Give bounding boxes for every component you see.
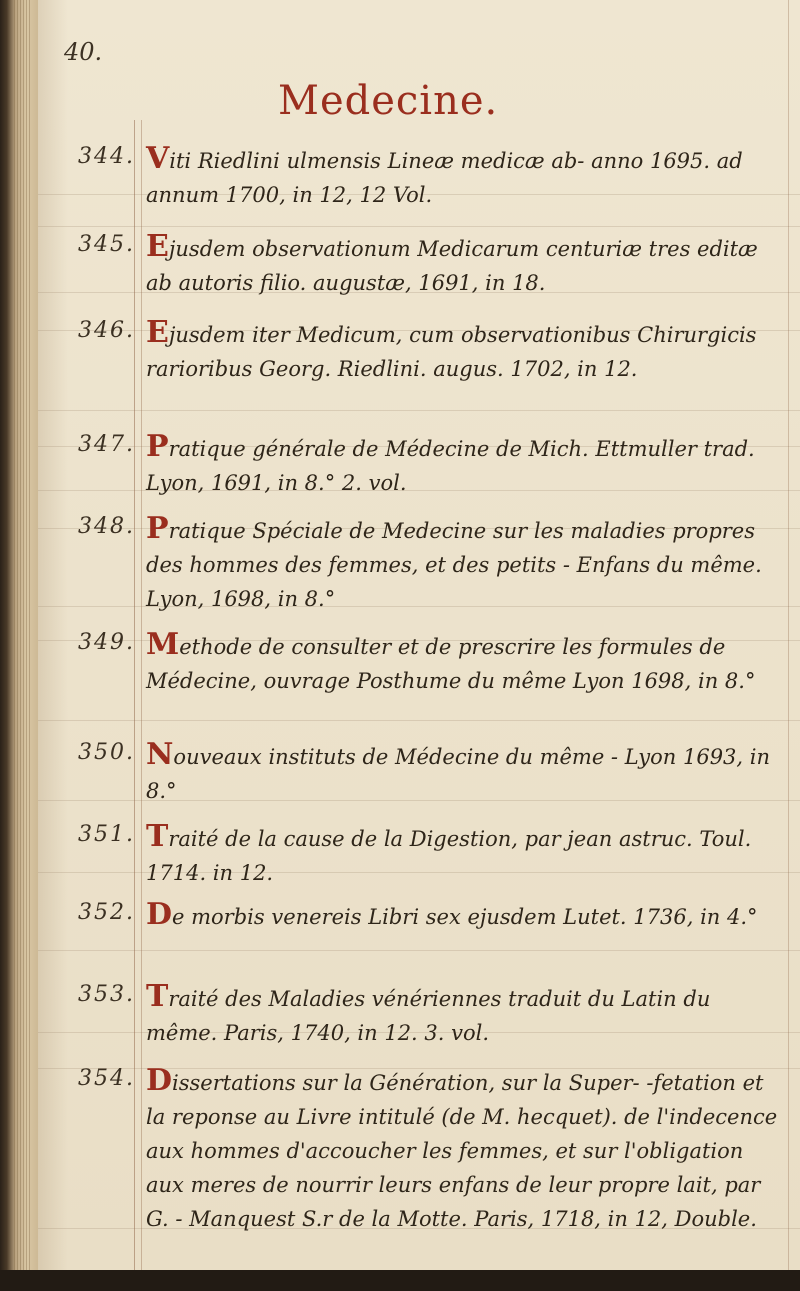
entry-text <box>146 1064 786 1236</box>
rubric-initial: V <box>146 141 170 176</box>
margin-line-inner <box>141 120 142 1270</box>
page-title: Medecine. <box>278 78 499 124</box>
entry-text <box>146 142 786 212</box>
entry-text <box>146 230 786 300</box>
rubric-initial: T <box>146 819 169 854</box>
entry-number: 352. <box>78 900 135 925</box>
entry-text <box>146 512 786 616</box>
entry-text <box>146 898 786 934</box>
entry-number: 344. <box>78 144 135 169</box>
rubric-initial: E <box>146 315 169 350</box>
entry-number: 351. <box>78 822 135 847</box>
rubric-initial: N <box>146 737 174 772</box>
right-margin-line <box>788 0 789 1270</box>
ruled-line <box>38 950 800 951</box>
ruled-line <box>38 226 800 227</box>
rubric-initial: P <box>146 511 169 546</box>
rubric-initial: T <box>146 979 169 1014</box>
entry-number: 346. <box>78 318 135 343</box>
entry-body: jusdem observationum Medicarum centuriæ tres editæ ab autoris filio. augustæ, 1691, in 18. <box>146 237 758 295</box>
entry-number: 345. <box>78 232 135 257</box>
entry-body: raité des Maladies vénériennes traduit du Latin du même. Paris, 1740, in 12. 3. vol. <box>146 987 711 1045</box>
entry-number: 348. <box>78 514 135 539</box>
entry-body: ethode de consulter et de prescrire les formules de Médecine, ouvrage Posthume du même Lyon 1698, in 8.° <box>146 635 756 693</box>
entry-body: jusdem iter Medicum, cum observationibus Chirurgicis rarioribus Georg. Riedlini. augus. 1702, in 12. <box>146 323 757 381</box>
ruled-line <box>38 410 800 411</box>
rubric-initial: M <box>146 627 180 662</box>
page-bottom-shadow <box>0 1270 800 1291</box>
rubric-initial: E <box>146 229 169 264</box>
entry-number: 350. <box>78 740 135 765</box>
rubric-initial: D <box>146 1063 173 1098</box>
entry-number: 349. <box>78 630 135 655</box>
ruled-line <box>38 720 800 721</box>
entry-text <box>146 628 786 698</box>
entry-text <box>146 820 786 890</box>
entry-text <box>146 980 786 1050</box>
entry-body: ratique Spéciale de Medecine sur les maladies propres des hommes des femmes, et des petits - Enfans du même. Lyon, 1698, in 8.° <box>146 519 762 611</box>
margin-line <box>134 120 135 1270</box>
entry-body: ratique générale de Médecine de Mich. Ettmuller trad. Lyon, 1691, in 8.° 2. vol. <box>146 437 755 495</box>
rubric-initial: P <box>146 429 169 464</box>
entry-body: iti Riedlini ulmensis Lineæ medicæ ab- anno 1695. ad annum 1700, in 12, 12 Vol. <box>146 149 743 207</box>
page-edge-stripes <box>14 0 32 1291</box>
entry-number: 353. <box>78 982 135 1007</box>
entry-body: issertations sur la Génération, sur la Super- -fetation et la reponse au Livre intitulé (de M. hecquet). de l'indecence aux hommes d'accoucher les femmes, et sur l'obligation aux meres de nourrir leurs enfans de leur propre lait, par G. - Manquest S.r de la Motte. Paris, 1718, in 12, Double. <box>146 1071 778 1231</box>
entry-text <box>146 738 786 808</box>
page-edge <box>0 0 38 1291</box>
entry-number: 354. <box>78 1066 135 1091</box>
page-number: 40. <box>64 38 103 66</box>
entry-text <box>146 316 786 386</box>
entry-body: raité de la cause de la Digestion, par jean astruc. Toul. 1714. in 12. <box>146 827 752 885</box>
rubric-initial: D <box>146 897 173 932</box>
entry-body: e morbis venereis Libri sex ejusdem Lutet. 1736, in 4.° <box>172 905 758 929</box>
manuscript-page <box>38 0 800 1270</box>
entry-number: 347. <box>78 432 135 457</box>
entry-text <box>146 430 786 500</box>
entry-body: ouveaux instituts de Médecine du même - Lyon 1693, in 8.° <box>146 745 771 803</box>
